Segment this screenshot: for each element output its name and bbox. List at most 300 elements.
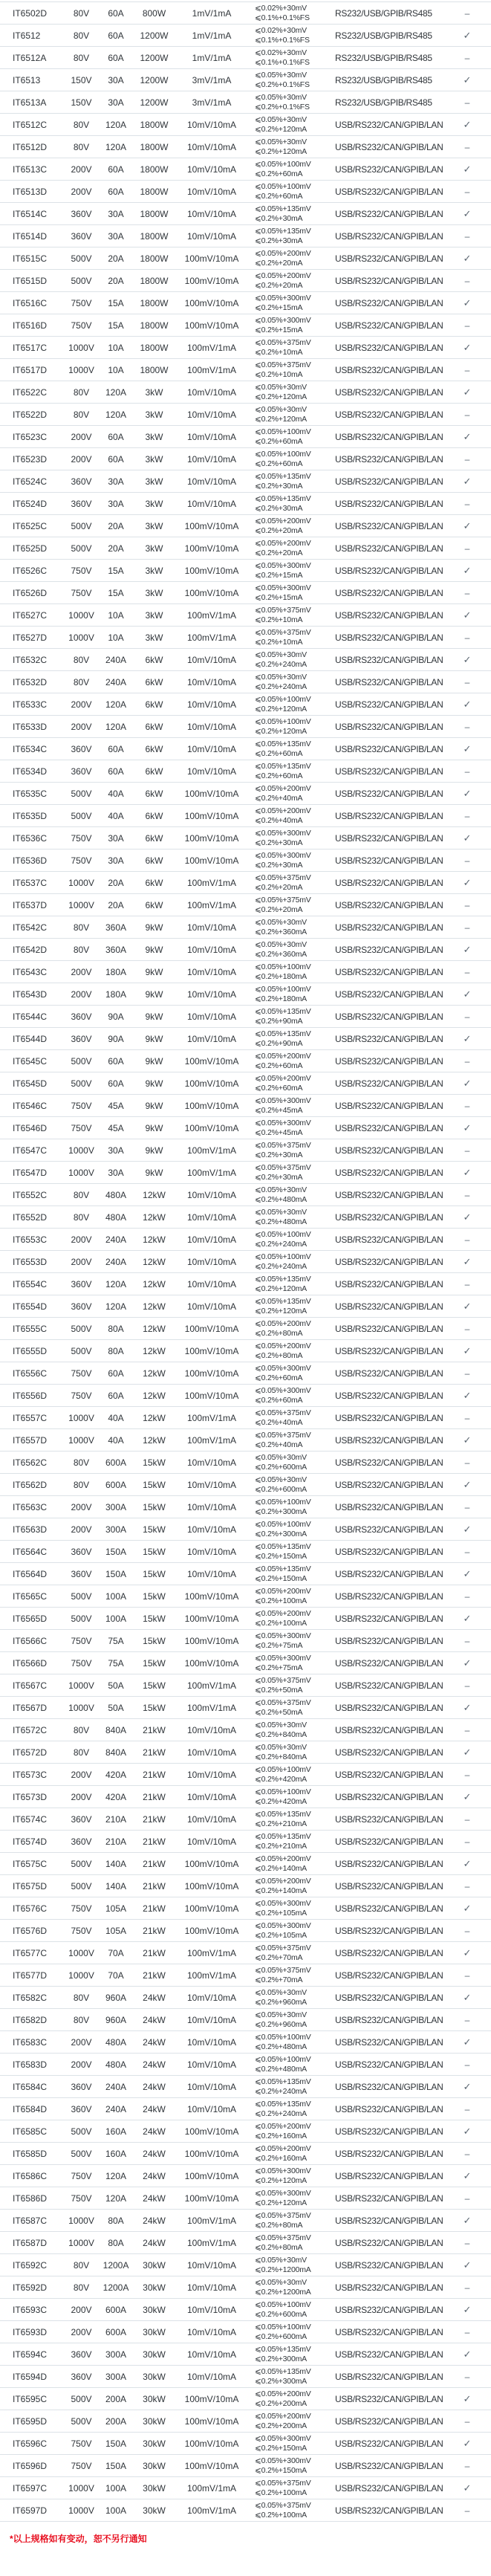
- interfaces-cell: USB/RS232/CAN/GPIB/LAN: [335, 2415, 443, 2427]
- power-cell: 1800W: [140, 320, 169, 331]
- flag-icon: ✓: [463, 1746, 472, 1758]
- current-cell: 100A: [105, 2505, 127, 2516]
- current-cell: 200A: [105, 2393, 127, 2404]
- voltage-cell: 360V: [71, 743, 92, 754]
- accuracy-cell: [249, 829, 335, 847]
- accuracy-cell: [249, 695, 335, 713]
- accuracy-cell: [249, 784, 335, 803]
- interfaces-cell: USB/RS232/CAN/GPIB/LAN: [335, 676, 443, 687]
- interfaces-cell: USB/RS232/CAN/GPIB/LAN: [335, 141, 443, 152]
- voltage-accuracy: ⩽0.05%+100mV: [255, 1765, 311, 1774]
- accuracy-cell: [249, 360, 335, 379]
- voltage-cell: 750V: [71, 1925, 92, 1936]
- voltage-cell: 500V: [71, 1590, 92, 1602]
- current-cell: 20A: [108, 543, 124, 554]
- interfaces-cell: USB/RS232/CAN/GPIB/LAN: [335, 1858, 443, 1869]
- interfaces-cell: USB/RS232/CAN/GPIB/LAN: [335, 1345, 443, 1356]
- interfaces-cell: USB/RS232/CAN/GPIB/LAN: [335, 1145, 443, 1156]
- table-row: [0, 1429, 491, 1452]
- model-cell: IT6564D: [13, 1568, 48, 1579]
- flag-icon: ✓: [463, 943, 472, 955]
- flag-icon: –: [464, 2282, 470, 2293]
- voltage-cell: 80V: [73, 1479, 90, 1490]
- voltage-accuracy: ⩽0.05%+375mV: [255, 1676, 311, 1685]
- current-cell: 60A: [108, 7, 124, 19]
- table-row: [0, 649, 491, 671]
- accuracy-cell: [249, 2144, 335, 2163]
- resolution-cell: 100mV/10mA: [184, 565, 239, 576]
- power-cell: 6kW: [145, 788, 163, 799]
- accuracy-cell: [249, 1408, 335, 1427]
- table-row: [0, 1206, 491, 1229]
- power-cell: 9kW: [145, 944, 163, 955]
- resolution-cell: 10mV/10mA: [186, 186, 237, 197]
- voltage-accuracy: ⩽0.05%+135mV: [255, 2077, 311, 2086]
- accuracy-cell: [249, 1854, 335, 1873]
- current-cell: 300A: [105, 1501, 127, 1512]
- current-accuracy: ⩽0.2%+150mA: [255, 1551, 307, 1561]
- voltage-cell: 200V: [71, 1524, 92, 1535]
- current-accuracy: ⩽0.2%+120mA: [255, 1284, 307, 1293]
- current-accuracy: ⩽0.2%+75mA: [255, 1640, 303, 1650]
- voltage-accuracy: ⩽0.05%+200mV: [255, 784, 311, 793]
- voltage-accuracy: ⩽0.05%+375mV: [255, 628, 311, 637]
- current-accuracy: ⩽0.2%+15mA: [255, 325, 303, 334]
- table-row: [0, 1674, 491, 1697]
- current-accuracy: ⩽0.2%+150mA: [255, 2465, 307, 2475]
- table-row: [0, 2, 491, 25]
- voltage-cell: 200V: [71, 186, 92, 197]
- model-cell: IT6582D: [13, 2014, 48, 2025]
- table-row: [0, 671, 491, 693]
- flag-icon: ✓: [463, 2348, 472, 2360]
- accuracy-cell: [249, 182, 335, 201]
- accuracy-cell: [249, 494, 335, 513]
- table-row: [0, 872, 491, 894]
- flag-icon: ✓: [463, 1122, 472, 1133]
- accuracy-cell: [249, 4, 335, 22]
- voltage-accuracy: ⩽0.05%+300mV: [255, 316, 311, 325]
- voltage-accuracy: ⩽0.05%+100mV: [255, 1787, 311, 1796]
- power-cell: 12kW: [143, 1434, 166, 1446]
- current-accuracy: ⩽0.2%+80mA: [255, 1328, 303, 1338]
- flag-icon: –: [464, 186, 470, 197]
- model-cell: IT6513A: [13, 97, 47, 108]
- model-cell: IT6537C: [13, 877, 48, 888]
- table-row: [0, 47, 491, 69]
- voltage-accuracy: ⩽0.05%+300mV: [255, 1654, 311, 1663]
- current-cell: 1200A: [103, 2282, 129, 2293]
- power-cell: 1800W: [140, 364, 169, 375]
- power-cell: 30kW: [143, 2393, 166, 2404]
- model-cell: IT6563D: [13, 1524, 48, 1535]
- voltage-accuracy: ⩽0.05%+30mV: [255, 673, 307, 682]
- resolution-cell: 10mV/10mA: [186, 1256, 237, 1267]
- current-cell: 160A: [105, 2126, 127, 2137]
- voltage-accuracy: ⩽0.02%+30mV: [255, 48, 307, 57]
- current-accuracy: ⩽0.1%+0.1%FS: [255, 57, 310, 67]
- page: [0, 1, 491, 2576]
- current-cell: 240A: [105, 676, 127, 687]
- model-cell: IT6534D: [13, 766, 48, 777]
- interfaces-cell: USB/RS232/CAN/GPIB/LAN: [335, 1635, 443, 1646]
- current-accuracy: ⩽0.2%+120mA: [255, 1306, 307, 1315]
- flag-icon: –: [464, 1836, 470, 1847]
- flag-icon: ✓: [463, 698, 472, 710]
- resolution-cell: 100mV/10mA: [184, 1925, 239, 1936]
- interfaces-cell: USB/RS232/CAN/GPIB/LAN: [335, 1434, 443, 1446]
- current-cell: 600A: [105, 2326, 127, 2337]
- voltage-accuracy: ⩽0.05%+135mV: [255, 2367, 311, 2376]
- resolution-cell: 100mV/10mA: [184, 2415, 239, 2427]
- interfaces-cell: USB/RS232/CAN/GPIB/LAN: [335, 1256, 443, 1267]
- voltage-cell: 200V: [71, 431, 92, 442]
- accuracy-cell: [249, 1052, 335, 1070]
- accuracy-cell: [249, 1765, 335, 1784]
- current-accuracy: ⩽0.2%+105mA: [255, 1908, 307, 1918]
- table-row: [0, 91, 491, 114]
- voltage-cell: 200V: [71, 1501, 92, 1512]
- power-cell: 15kW: [143, 1501, 166, 1512]
- current-accuracy: ⩽0.2%+120mA: [255, 2198, 307, 2207]
- flag-icon: ✓: [463, 1255, 472, 1267]
- accuracy-cell: [249, 405, 335, 424]
- flag-icon: ✓: [463, 1032, 472, 1044]
- voltage-accuracy: ⩽0.05%+100mV: [255, 2055, 311, 2064]
- interfaces-cell: USB/RS232/CAN/GPIB/LAN: [335, 1412, 443, 1423]
- table-row: [0, 2009, 491, 2031]
- flag-icon: –: [464, 2014, 470, 2025]
- power-cell: 15kW: [143, 1590, 166, 1602]
- current-cell: 140A: [105, 1858, 127, 1869]
- interfaces-cell: RS232/USB/GPIB/RS485: [335, 7, 432, 19]
- current-accuracy: ⩽0.2%+600mA: [255, 1484, 307, 1494]
- interfaces-cell: USB/RS232/CAN/GPIB/LAN: [335, 1836, 443, 1847]
- accuracy-cell: [249, 2055, 335, 2074]
- accuracy-cell: [249, 2300, 335, 2319]
- accuracy-cell: [249, 2100, 335, 2118]
- resolution-cell: 100mV/10mA: [184, 275, 239, 286]
- model-cell: IT6522C: [13, 386, 48, 398]
- interfaces-cell: USB/RS232/CAN/GPIB/LAN: [335, 877, 443, 888]
- flag-icon: –: [464, 498, 470, 509]
- interfaces-cell: USB/RS232/CAN/GPIB/LAN: [335, 1657, 443, 1669]
- accuracy-cell: [249, 2077, 335, 2096]
- model-cell: IT6552D: [13, 1211, 48, 1223]
- accuracy-cell: [249, 2501, 335, 2520]
- model-cell: IT6543C: [13, 966, 48, 977]
- resolution-cell: 100mV/1mA: [186, 1970, 237, 1981]
- interfaces-cell: USB/RS232/CAN/GPIB/LAN: [335, 944, 443, 955]
- table-row: [0, 2143, 491, 2165]
- current-cell: 60A: [108, 453, 124, 465]
- voltage-accuracy: ⩽0.05%+375mV: [255, 1408, 311, 1417]
- interfaces-cell: USB/RS232/CAN/GPIB/LAN: [335, 832, 443, 844]
- power-cell: 3kW: [145, 498, 163, 509]
- voltage-cell: 80V: [73, 654, 90, 665]
- resolution-cell: 100mV/10mA: [184, 1880, 239, 1891]
- interfaces-cell: USB/RS232/CAN/GPIB/LAN: [335, 1479, 443, 1490]
- resolution-cell: 100mV/10mA: [184, 1613, 239, 1624]
- resolution-cell: 10mV/10mA: [186, 676, 237, 687]
- voltage-cell: 750V: [71, 2438, 92, 2449]
- flag-icon: ✓: [463, 1077, 472, 1089]
- voltage-cell: 80V: [73, 386, 90, 398]
- table-row: [0, 1920, 491, 1942]
- flag-icon: –: [464, 899, 470, 910]
- resolution-cell: 100mV/10mA: [184, 855, 239, 866]
- voltage-cell: 80V: [73, 676, 90, 687]
- voltage-accuracy: ⩽0.05%+375mV: [255, 873, 311, 882]
- table-row: [0, 181, 491, 203]
- voltage-accuracy: ⩽0.05%+135mV: [255, 2345, 311, 2354]
- current-cell: 15A: [108, 320, 124, 331]
- current-cell: 30A: [108, 832, 124, 844]
- voltage-accuracy: ⩽0.05%+200mV: [255, 2389, 311, 2398]
- accuracy-cell: [249, 517, 335, 535]
- accuracy-cell: [249, 1185, 335, 1204]
- voltage-cell: 750V: [71, 1122, 92, 1133]
- power-cell: 9kW: [145, 966, 163, 977]
- resolution-cell: 100mV/10mA: [184, 1368, 239, 1379]
- current-accuracy: ⩽0.2%+15mA: [255, 302, 303, 312]
- interfaces-cell: USB/RS232/CAN/GPIB/LAN: [335, 1590, 443, 1602]
- current-cell: 80A: [108, 1323, 124, 1334]
- current-accuracy: ⩽0.2%+10mA: [255, 347, 303, 357]
- model-cell: IT6583C: [13, 2036, 48, 2048]
- power-cell: 24kW: [143, 2237, 166, 2248]
- current-accuracy: ⩽0.2%+30mA: [255, 838, 303, 847]
- power-cell: 6kW: [145, 654, 163, 665]
- power-cell: 1800W: [140, 297, 169, 308]
- accuracy-cell: [249, 1587, 335, 1605]
- accuracy-cell: [249, 1141, 335, 1159]
- model-cell: IT6587C: [13, 2215, 48, 2226]
- voltage-accuracy: ⩽0.05%+135mV: [255, 472, 311, 481]
- table-row: [0, 1719, 491, 1741]
- table-row: [0, 1496, 491, 1518]
- table-row: [0, 850, 491, 872]
- flag-icon: ✓: [463, 2169, 472, 2181]
- table-row: [0, 1385, 491, 1407]
- interfaces-cell: USB/RS232/CAN/GPIB/LAN: [335, 1925, 443, 1936]
- voltage-cell: 80V: [73, 1724, 90, 1735]
- flag-icon: –: [464, 632, 470, 643]
- model-cell: IT6557D: [13, 1434, 48, 1446]
- current-cell: 200A: [105, 2415, 127, 2427]
- current-accuracy: ⩽0.2%+60mA: [255, 1083, 303, 1093]
- power-cell: 1200W: [140, 97, 169, 108]
- resolution-cell: 10mV/10mA: [186, 431, 237, 442]
- resolution-cell: 10mV/10mA: [186, 2014, 237, 2025]
- voltage-cell: 360V: [71, 766, 92, 777]
- current-cell: 150A: [105, 1568, 127, 1579]
- flag-icon: ✓: [463, 475, 472, 487]
- accuracy-cell: [249, 762, 335, 780]
- current-cell: 60A: [108, 186, 124, 197]
- flag-icon: –: [464, 1590, 470, 1602]
- interfaces-cell: USB/RS232/CAN/GPIB/LAN: [335, 1055, 443, 1067]
- flag-icon: ✓: [463, 564, 472, 576]
- interfaces-cell: USB/RS232/CAN/GPIB/LAN: [335, 2349, 443, 2360]
- current-accuracy: ⩽0.2%+840mA: [255, 1752, 307, 1761]
- interfaces-cell: USB/RS232/CAN/GPIB/LAN: [335, 1903, 443, 1914]
- current-accuracy: ⩽0.2%+50mA: [255, 1685, 303, 1695]
- table-row: [0, 582, 491, 604]
- model-cell: IT6513D: [13, 186, 48, 197]
- interfaces-cell: USB/RS232/CAN/GPIB/LAN: [335, 1568, 443, 1579]
- voltage-cell: 150V: [71, 97, 92, 108]
- current-cell: 75A: [108, 1657, 124, 1669]
- power-cell: 30kW: [143, 2371, 166, 2382]
- accuracy-cell: [249, 2122, 335, 2140]
- table-row: [0, 1295, 491, 1318]
- table-row: [0, 2076, 491, 2098]
- table-row: [0, 1340, 491, 1362]
- model-cell: IT6547D: [13, 1167, 48, 1178]
- current-cell: 60A: [108, 1055, 124, 1067]
- flag-icon: –: [464, 141, 470, 152]
- current-cell: 150A: [105, 1546, 127, 1557]
- current-cell: 180A: [105, 988, 127, 1000]
- resolution-cell: 10mV/10mA: [186, 1278, 237, 1289]
- table-row: [0, 2499, 491, 2522]
- flag-icon: ✓: [463, 1657, 472, 1669]
- current-accuracy: ⩽0.2%+240mA: [255, 1239, 307, 1249]
- power-cell: 12kW: [143, 1368, 166, 1379]
- accuracy-cell: [249, 1542, 335, 1561]
- current-accuracy: ⩽0.2%+100mA: [255, 2510, 307, 2520]
- table-row: [0, 1808, 491, 1831]
- accuracy-cell: [249, 717, 335, 736]
- model-cell: IT6545C: [13, 1055, 48, 1067]
- model-cell: IT6534C: [13, 743, 48, 754]
- flag-icon: ✓: [463, 1344, 472, 1356]
- current-cell: 160A: [105, 2148, 127, 2159]
- voltage-accuracy: ⩽0.05%+375mV: [255, 1944, 311, 1952]
- voltage-cell: 80V: [73, 1457, 90, 1468]
- power-cell: 1800W: [140, 253, 169, 264]
- current-accuracy: ⩽0.2%+60mA: [255, 1373, 303, 1382]
- flag-icon: ✓: [463, 1211, 472, 1223]
- interfaces-cell: USB/RS232/CAN/GPIB/LAN: [335, 2326, 443, 2337]
- voltage-cell: 80V: [73, 119, 90, 130]
- current-cell: 60A: [108, 164, 124, 175]
- resolution-cell: 10mV/10mA: [186, 1992, 237, 2003]
- model-cell: IT6547C: [13, 1145, 48, 1156]
- voltage-cell: 1000V: [68, 1702, 94, 1713]
- power-cell: 21kW: [143, 1880, 166, 1891]
- voltage-accuracy: ⩽0.05%+300mV: [255, 1899, 311, 1908]
- voltage-accuracy: ⩽0.05%+30mV: [255, 1185, 307, 1194]
- resolution-cell: 100mV/10mA: [184, 2148, 239, 2159]
- power-cell: 12kW: [143, 1256, 166, 1267]
- table-row: [0, 916, 491, 939]
- current-cell: 90A: [108, 1033, 124, 1044]
- voltage-accuracy: ⩽0.05%+100mV: [255, 160, 311, 169]
- voltage-accuracy: ⩽0.05%+200mV: [255, 1587, 311, 1596]
- model-cell: IT6537D: [13, 899, 48, 910]
- voltage-cell: 80V: [73, 1747, 90, 1758]
- interfaces-cell: USB/RS232/CAN/GPIB/LAN: [335, 230, 443, 242]
- interfaces-cell: USB/RS232/CAN/GPIB/LAN: [335, 1078, 443, 1089]
- power-cell: 6kW: [145, 855, 163, 866]
- current-cell: 600A: [105, 1457, 127, 1468]
- current-accuracy: ⩽0.2%+240mA: [255, 682, 307, 691]
- voltage-cell: 200V: [71, 966, 92, 977]
- power-cell: 24kW: [143, 2059, 166, 2070]
- resolution-cell: 10mV/10mA: [186, 1791, 237, 1802]
- flag-icon: ✓: [463, 1300, 472, 1312]
- power-cell: 12kW: [143, 1301, 166, 1312]
- accuracy-cell: [249, 2479, 335, 2497]
- current-accuracy: ⩽0.2%+30mA: [255, 503, 303, 513]
- table-row: [0, 1942, 491, 1964]
- resolution-cell: 100mV/1mA: [186, 2237, 237, 2248]
- voltage-accuracy: ⩽0.05%+375mV: [255, 1698, 311, 1707]
- resolution-cell: 100mV/10mA: [184, 1590, 239, 1602]
- current-cell: 150A: [105, 2460, 127, 2471]
- accuracy-cell: [249, 1631, 335, 1650]
- current-accuracy: ⩽0.2%+15mA: [255, 592, 303, 602]
- model-cell: IT6525D: [13, 543, 48, 554]
- accuracy-cell: [249, 918, 335, 936]
- voltage-accuracy: ⩽0.05%+135mV: [255, 1275, 311, 1284]
- voltage-accuracy: ⩽0.05%+200mV: [255, 271, 311, 280]
- resolution-cell: 10mV/10mA: [186, 1457, 237, 1468]
- model-cell: IT6555D: [13, 1345, 48, 1356]
- voltage-cell: 360V: [71, 2349, 92, 2360]
- voltage-cell: 500V: [71, 275, 92, 286]
- current-cell: 210A: [105, 1836, 127, 1847]
- table-row: [0, 1407, 491, 1429]
- table-row: [0, 1452, 491, 1474]
- power-cell: 3kW: [145, 565, 163, 576]
- voltage-accuracy: ⩽0.05%+30mV: [255, 115, 307, 124]
- flag-icon: ✓: [463, 1389, 472, 1401]
- voltage-accuracy: ⩽0.05%+135mV: [255, 2100, 311, 2109]
- model-cell: IT6573C: [13, 1769, 48, 1780]
- flag-icon: –: [464, 1234, 470, 1245]
- power-cell: 1800W: [140, 342, 169, 353]
- power-cell: 1200W: [140, 30, 169, 41]
- voltage-accuracy: ⩽0.05%+30mV: [255, 2278, 307, 2287]
- current-cell: 180A: [105, 966, 127, 977]
- current-cell: 60A: [108, 1368, 124, 1379]
- flag-icon: –: [464, 2505, 470, 2516]
- table-row: [0, 1585, 491, 1608]
- table-row: [0, 1608, 491, 1630]
- current-accuracy: ⩽0.2%+300mA: [255, 2376, 307, 2386]
- accuracy-cell: [249, 2456, 335, 2475]
- current-accuracy: ⩽0.2%+1200mA: [255, 2265, 311, 2274]
- interfaces-cell: USB/RS232/CAN/GPIB/LAN: [335, 2482, 443, 2494]
- flag-icon: –: [464, 766, 470, 777]
- power-cell: 3kW: [145, 632, 163, 643]
- interfaces-cell: USB/RS232/CAN/GPIB/LAN: [335, 1880, 443, 1891]
- table-row: [0, 1630, 491, 1652]
- voltage-cell: 80V: [73, 52, 90, 63]
- model-cell: IT6584C: [13, 2081, 48, 2092]
- model-cell: IT6576C: [13, 1903, 48, 1914]
- current-accuracy: ⩽0.2%+60mA: [255, 1061, 303, 1070]
- voltage-cell: 750V: [71, 2460, 92, 2471]
- accuracy-cell: [249, 1431, 335, 1449]
- resolution-cell: 100mV/1mA: [186, 2482, 237, 2494]
- power-cell: 9kW: [145, 1145, 163, 1156]
- resolution-cell: 10mV/10mA: [186, 1211, 237, 1223]
- resolution-cell: 10mV/10mA: [186, 1813, 237, 1825]
